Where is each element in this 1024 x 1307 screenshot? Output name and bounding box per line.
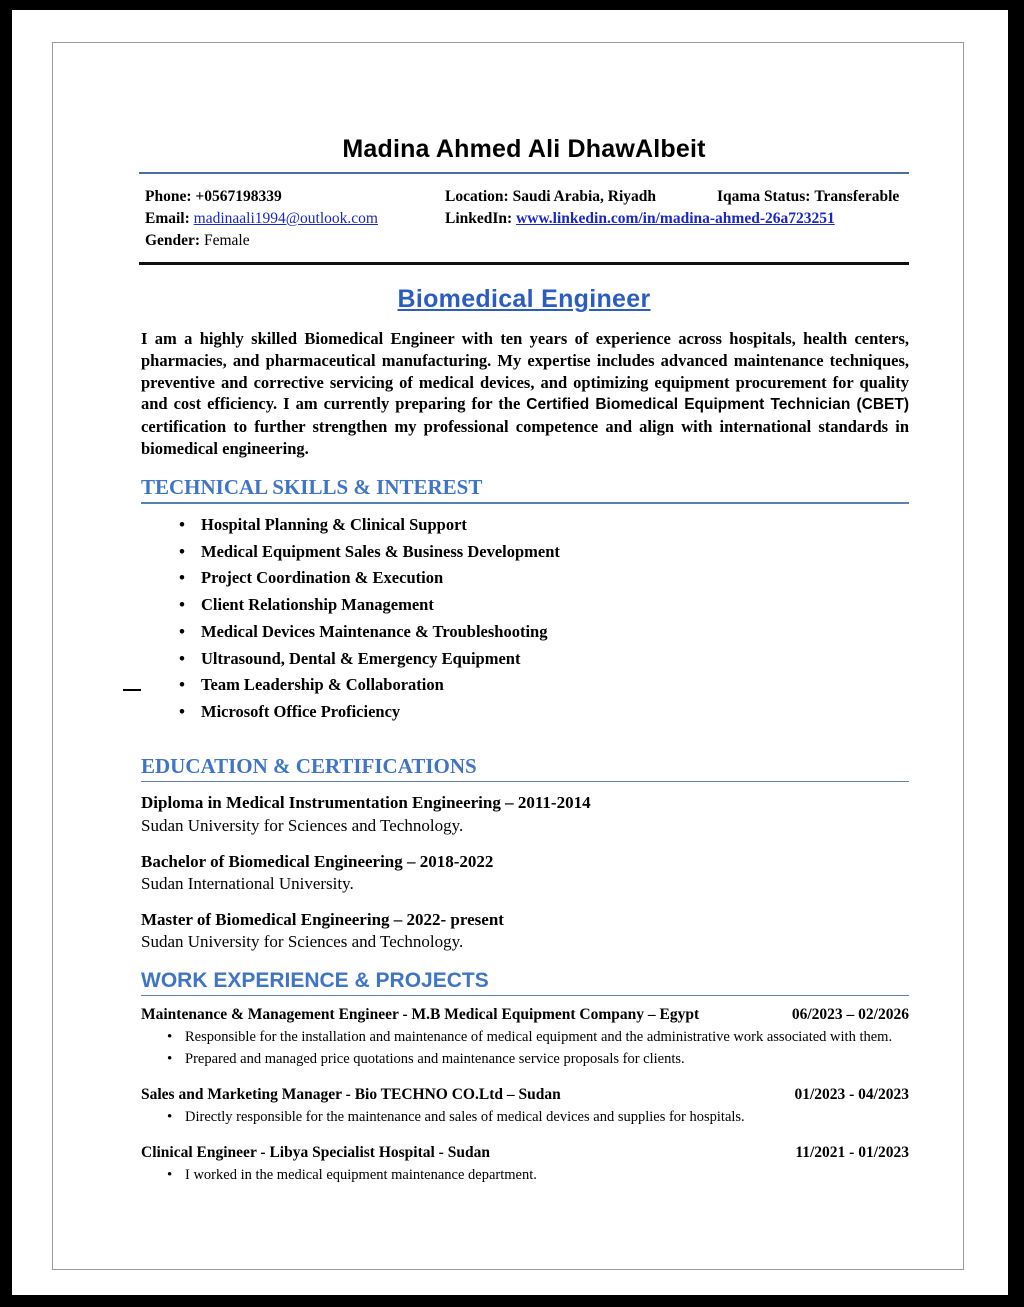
linkedin-link[interactable]: www.linkedin.com/in/madina-ahmed-26a723251 [516, 210, 835, 227]
phone-label: Phone: [145, 188, 192, 205]
contact-row-1 [145, 186, 909, 208]
education-entry [139, 851, 909, 895]
work-entry-header [141, 1086, 909, 1104]
work-role: Clinical Engineer - Libya Specialist Hospital - Sudan [141, 1143, 490, 1161]
location-field [445, 186, 717, 208]
work-dates: 06/2023 – 02/2026 [791, 1006, 909, 1024]
gender-field [145, 230, 445, 252]
section-heading-skills: TECHNICAL SKILLS & INTEREST [141, 475, 483, 500]
contact-block [139, 184, 909, 256]
work-entry [139, 1086, 909, 1128]
education-entry [139, 792, 909, 836]
education-school: Sudan University for Sciences and Technology. [141, 815, 464, 835]
work-entry-header [141, 1144, 909, 1162]
email-label: Email: [145, 210, 190, 227]
resume-sheet [52, 42, 964, 1270]
summary-highlight: Certified Biomedical Equipment Technician (CBET) [526, 396, 909, 414]
list-item: • Medical Devices Maintenance & Troubleshooting [179, 621, 909, 644]
work-entry-header [141, 1006, 909, 1024]
list-item: • Project Coordination & Execution [179, 567, 909, 590]
professional-summary [141, 328, 909, 459]
linkedin-label: LinkedIn: [445, 210, 513, 227]
education-degree: Bachelor of Biomedical Engineering – 2018-2022 [141, 851, 494, 871]
location-value: Saudi Arabia, Riyadh [512, 188, 657, 205]
iqama-label: Iqama Status: [717, 188, 811, 205]
resume-content [139, 135, 909, 1201]
education-heading-rule [141, 781, 909, 783]
list-item: • Directly responsible for the maintenance and sales of medical devices and supplies for hospitals. [167, 1108, 909, 1128]
education-school: Sudan International University. [141, 873, 354, 893]
iqama-field [717, 186, 909, 208]
work-duties [139, 1028, 909, 1069]
work-duties [139, 1166, 909, 1186]
list-item: • Medical Equipment Sales & Business Development [179, 541, 909, 564]
margin-mark [123, 689, 141, 691]
email-field [145, 208, 445, 230]
work-dates: 11/2021 - 01/2023 [795, 1143, 909, 1161]
linkedin-field [445, 208, 909, 230]
work-entry [139, 1006, 909, 1069]
education-entry [139, 909, 909, 953]
work-dates: 01/2023 - 04/2023 [794, 1085, 909, 1103]
gender-label: Gender: [145, 232, 201, 249]
work-heading-rule [141, 995, 909, 997]
list-item: • Client Relationship Management [179, 594, 909, 617]
list-item: • Team Leadership & Collaboration [179, 674, 909, 697]
page-title: Madina Ahmed Ali DhawAlbeit [342, 135, 706, 163]
list-item: • Responsible for the installation and maintenance of medical equipment and the administrative work associated with them. [167, 1028, 909, 1048]
profession-title: Biomedical Engineer [397, 285, 651, 313]
education-degree: Diploma in Medical Instrumentation Engineering – 2011-2014 [141, 793, 591, 813]
skills-list [139, 514, 909, 724]
skills-heading-rule [141, 502, 909, 504]
work-role: Sales and Marketing Manager - Bio TECHNO CO.Ltd – Sudan [141, 1085, 561, 1103]
summary-part-1: I am a highly skilled Biomedical Engineer with ten years of experience across hospitals, health centers, pharmacies, and pharmaceutical manufacturing. My expertise includes advanced maintenance techniques, preventive and corrective servicing of medical devices, and optimizing equipment procurement for quality and cost efficiency. I am currently preparing for the [141, 329, 909, 414]
list-item: • Microsoft Office Proficiency [179, 701, 909, 724]
list-item: • Prepared and managed price quotations and maintenance service proposals for clients. [167, 1050, 909, 1070]
iqama-value: Transferable [814, 188, 900, 205]
education-degree: Master of Biomedical Engineering – 2022- present [141, 909, 504, 929]
document-page [12, 10, 1008, 1295]
phone-field [145, 186, 445, 208]
header-divider-top [139, 172, 909, 174]
phone-value: +0567198339 [195, 188, 282, 205]
list-item: • Hospital Planning & Clinical Support [179, 514, 909, 537]
summary-part-2: certification to further strengthen my professional competence and align with international standards in biomedical engineering. [141, 416, 909, 458]
education-school: Sudan University for Sciences and Technology. [141, 931, 464, 951]
contact-row-3 [145, 230, 909, 252]
list-item: • I worked in the medical equipment maintenance department. [167, 1166, 909, 1186]
work-role: Maintenance & Management Engineer - M.B Medical Equipment Company – Egypt [141, 1006, 700, 1024]
email-link[interactable]: madinaali1994@outlook.com [193, 210, 378, 227]
section-heading-work: WORK EXPERIENCE & PROJECTS [141, 968, 489, 992]
gender-value: Female [203, 232, 250, 249]
location-label: Location: [445, 188, 509, 205]
header-divider-bottom [139, 262, 909, 265]
work-duties [139, 1108, 909, 1128]
list-item: • Ultrasound, Dental & Emergency Equipment [179, 648, 909, 671]
section-heading-education: EDUCATION & CERTIFICATIONS [141, 753, 477, 778]
work-entry [139, 1144, 909, 1186]
contact-row-2 [145, 208, 909, 230]
